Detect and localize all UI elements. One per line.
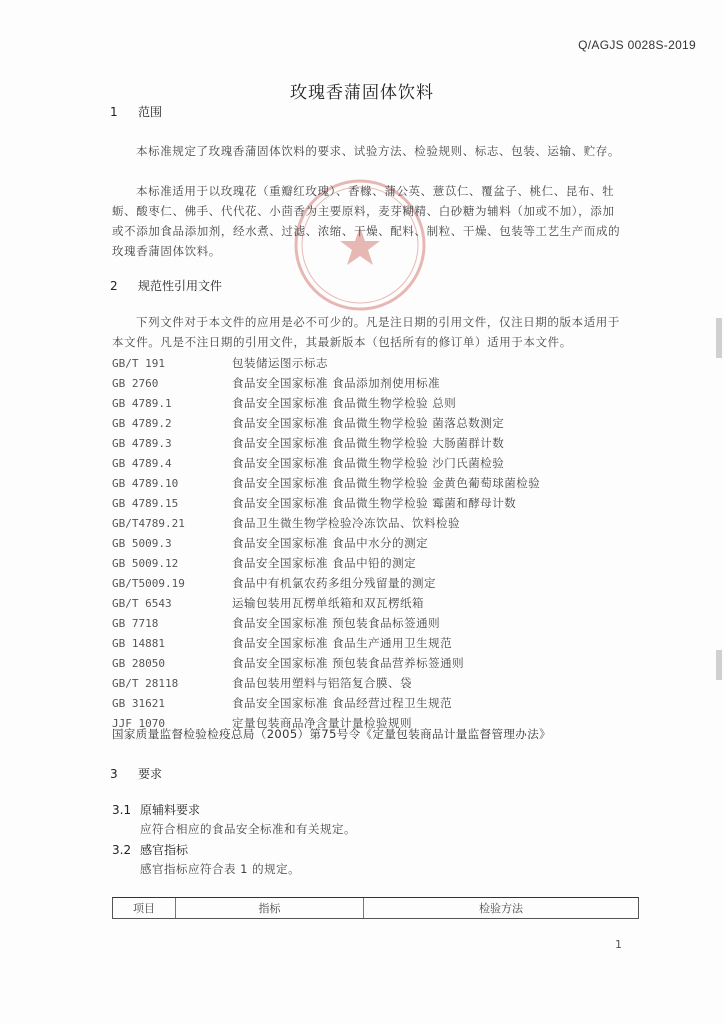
- table-header-indicator: 指标: [176, 898, 364, 918]
- reference-code: JJF 1070: [112, 717, 165, 730]
- section-number: 2: [110, 279, 118, 293]
- reference-title: 运输包装用瓦楞单纸箱和双瓦楞纸箱: [232, 596, 424, 610]
- reference-code: GB 31621: [112, 697, 165, 710]
- reference-title: 食品安全国家标准 食品中铅的测定: [232, 556, 417, 570]
- reference-item: [112, 513, 632, 533]
- subsection-3-1-heading: [112, 801, 200, 818]
- reference-item: [112, 653, 632, 673]
- reference-list: [112, 353, 632, 733]
- table-header-item: 项目: [113, 898, 176, 918]
- reference-code: GB 7718: [112, 617, 159, 630]
- reference-code: GB 5009.12: [112, 557, 179, 570]
- reference-item: [112, 353, 632, 373]
- reference-code: GB 4789.1: [112, 397, 172, 410]
- reference-code: GB 4789.4: [112, 457, 172, 470]
- reference-title: 食品安全国家标准 预包装食品标签通则: [232, 616, 441, 630]
- reference-item: [112, 553, 632, 573]
- reference-code: GB 4789.3: [112, 437, 172, 450]
- scan-edge-mark: [716, 318, 722, 358]
- scan-edge-mark: [716, 650, 722, 680]
- reference-code: GB/T 6543: [112, 597, 172, 610]
- reference-title: 食品包装用塑料与铝箔复合膜、袋: [232, 676, 412, 690]
- section-2-heading: [110, 277, 222, 294]
- section-title: 范围: [138, 105, 163, 119]
- section-number: 1: [110, 105, 118, 119]
- reference-title: 食品安全国家标准 食品添加剂使用标准: [232, 376, 441, 390]
- reference-regulation: 国家质量监督检验检疫总局（2005）第75号令《定量包装商品计量监督管理办法》: [112, 727, 551, 741]
- reference-title: 定量包装商品净含量计量检验规则: [232, 716, 412, 730]
- reference-item: [112, 533, 632, 553]
- reference-code: GB/T 191: [112, 357, 165, 370]
- section-2-intro: 下列文件对于本文件的应用是必不可少的。凡是注日期的引用文件，仅注日期的版本适用于本文件。凡是不注日期的引用文件，其最新版本（包括所有的修订单）适用于本文件。: [112, 315, 620, 349]
- reference-item: [112, 373, 632, 393]
- reference-title: 食品安全国家标准 食品微生物学检验 菌落总数测定: [232, 416, 505, 430]
- section-1-heading: [110, 103, 162, 120]
- reference-item: [112, 693, 632, 713]
- reference-title: 食品安全国家标准 食品微生物学检验 总则: [232, 396, 457, 410]
- reference-code: GB 14881: [112, 637, 165, 650]
- reference-item: [112, 633, 632, 653]
- reference-title: 食品安全国家标准 食品微生物学检验 大肠菌群计数: [232, 436, 505, 450]
- reference-item: [112, 393, 632, 413]
- reference-title: 食品安全国家标准 食品微生物学检验 霉菌和酵母计数: [232, 496, 517, 510]
- document-title: 玫瑰香蒲固体饮料: [290, 83, 434, 103]
- section-1-paragraph-2: 本标准适用于以玫瑰花（重瓣红玫瑰）、香橼、蒲公英、薏苡仁、覆盆子、桃仁、昆布、牡蛎、酸枣仁、佛手、代代花、小茴香为主要原料，麦芽糊精、白砂糖为辅料（加或不加），添加或不添加食品添加剂，经水煮、过滤、浓缩、干燥、配料、制粒、干燥、包装等工艺生产而成的玫瑰香蒲固体饮料。: [112, 184, 621, 258]
- section-1-paragraph-1: 本标准规定了玫瑰香蒲固体饮料的要求、试验方法、检验规则、标志、包装、运输、贮存。: [136, 144, 620, 158]
- reference-code: GB 28050: [112, 657, 165, 670]
- subsection-title: 原辅料要求: [140, 803, 201, 817]
- reference-item: [112, 473, 632, 493]
- section-3-heading: [110, 765, 162, 782]
- subsection-3-2-heading: [112, 841, 188, 858]
- document-code: Q/AGJS 0028S-2019: [578, 38, 696, 52]
- reference-title: 食品安全国家标准 预包装食品营养标签通则: [232, 656, 465, 670]
- section-number: 3: [110, 767, 118, 781]
- subsection-title: 感官指标: [140, 843, 189, 857]
- reference-title: 食品卫生微生物学检验冷冻饮品、饮料检验: [232, 516, 460, 530]
- subsection-3-2-text: 感官指标应符合表 1 的规定。: [140, 862, 301, 876]
- reference-title: 食品安全国家标准 食品微生物学检验 沙门氏菌检验: [232, 456, 505, 470]
- reference-code: GB 4789.2: [112, 417, 172, 430]
- reference-item: [112, 453, 632, 473]
- subsection-3-1-text: 应符合相应的食品安全标准和有关规定。: [140, 822, 356, 836]
- reference-title: 食品安全国家标准 食品生产通用卫生规范: [232, 636, 453, 650]
- reference-title: 食品中有机氯农药多组分残留量的测定: [232, 576, 436, 590]
- reference-title: 食品安全国家标准 食品经营过程卫生规范: [232, 696, 453, 710]
- reference-item: [112, 613, 632, 633]
- reference-item: [112, 593, 632, 613]
- table-header-test-method: 检验方法: [479, 902, 523, 915]
- reference-title: 食品安全国家标准 食品中水分的测定: [232, 536, 429, 550]
- reference-code: GB/T4789.21: [112, 517, 185, 530]
- section-title: 规范性引用文件: [138, 279, 223, 293]
- page-number: 1: [615, 938, 622, 951]
- section-title: 要求: [138, 767, 163, 781]
- reference-item: [112, 493, 632, 513]
- reference-item: [112, 573, 632, 593]
- reference-code: GB 2760: [112, 377, 159, 390]
- subsection-number: 3.2: [112, 843, 132, 857]
- reference-title: 包装储运图示标志: [232, 356, 328, 370]
- reference-item: [112, 413, 632, 433]
- reference-title: 食品安全国家标准 食品微生物学检验 金黄色葡萄球菌检验: [232, 476, 541, 490]
- reference-item: [112, 433, 632, 453]
- reference-code: GB 5009.3: [112, 537, 172, 550]
- reference-code: GB 4789.10: [112, 477, 179, 490]
- reference-code: GB/T5009.19: [112, 577, 185, 590]
- reference-code: GB/T 28118: [112, 677, 179, 690]
- subsection-number: 3.1: [112, 803, 132, 817]
- reference-code: GB 4789.15: [112, 497, 179, 510]
- sensory-indicator-table-header: [112, 897, 639, 919]
- reference-item: [112, 673, 632, 693]
